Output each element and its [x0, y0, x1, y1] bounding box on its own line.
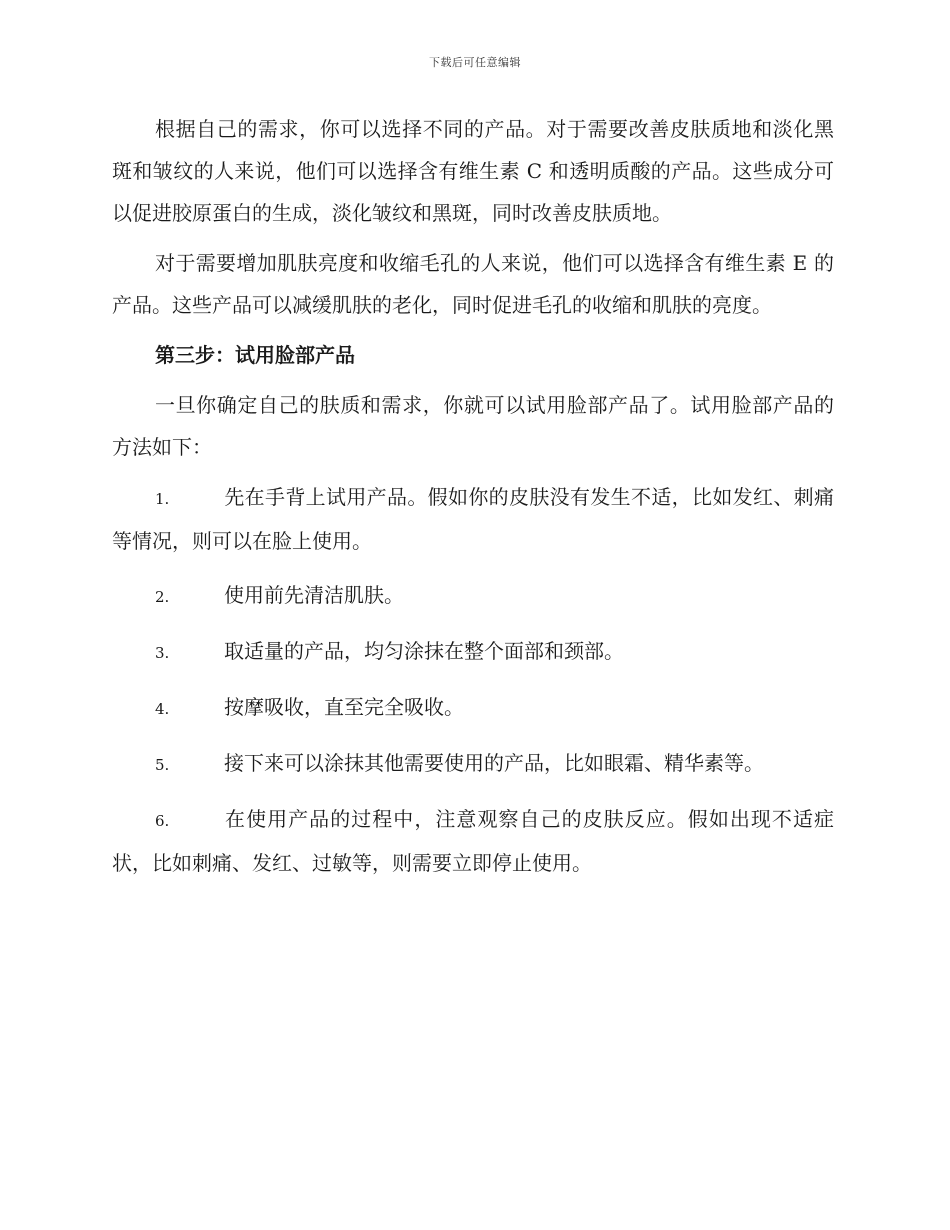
list-item — [112, 574, 834, 618]
trial-steps-list — [112, 476, 834, 884]
list-item-text: 接下来可以涂抹其他需要使用的产品，比如眼霜、精华素等。 — [224, 751, 764, 775]
list-item-number: 5. — [155, 756, 170, 774]
list-item-number: 6. — [155, 812, 170, 830]
list-item-text: 在使用产品的过程中，注意观察自己的皮肤反应。假如出现不适症状，比如刺痛、发红、过敏等，则需要立即停止使用。 — [112, 807, 834, 875]
paragraph-product-selection: 根据自己的需求，你可以选择不同的产品。对于需要改善皮肤质地和淡化黑斑和皱纹的人来说，他们可以选择含有维生素 C 和透明质酸的产品。这些成分可以促进胶原蛋白的生成，淡化皱纹和黑斑，同时改善皮肤质地。 — [112, 117, 834, 225]
list-item-text: 先在手背上试用产品。假如你的皮肤没有发生不适，比如发红、刺痛等情况，则可以在脸上使用。 — [112, 485, 834, 553]
list-item — [112, 742, 834, 786]
paragraph-vitamin-e: 对于需要增加肌肤亮度和收缩毛孔的人来说，他们可以选择含有维生素 E 的产品。这些产品可以减缓肌肤的老化，同时促进毛孔的收缩和肌肤的亮度。 — [112, 251, 834, 317]
list-item-number: 1. — [155, 490, 170, 508]
list-item-text: 取适量的产品，均匀涂抹在整个面部和颈部。 — [224, 639, 624, 663]
section-heading-step-three: 第三步：试用脸部产品 — [155, 343, 355, 367]
paragraph-trial-intro: 一旦你确定自己的肤质和需求，你就可以试用脸部产品了。试用脸部产品的方法如下： — [112, 393, 834, 459]
list-item-text: 使用前先清洁肌肤。 — [224, 583, 404, 607]
list-item-number: 3. — [155, 644, 170, 662]
list-item-number: 4. — [155, 700, 170, 718]
list-item — [112, 476, 834, 562]
list-item — [112, 630, 834, 674]
list-item-number: 2. — [155, 588, 170, 606]
list-item — [112, 686, 834, 730]
page-header: 下载后可任意编辑 — [429, 56, 521, 69]
list-item — [112, 798, 834, 884]
document-body — [112, 108, 834, 896]
list-item-text: 按摩吸收，直至完全吸收。 — [224, 695, 464, 719]
